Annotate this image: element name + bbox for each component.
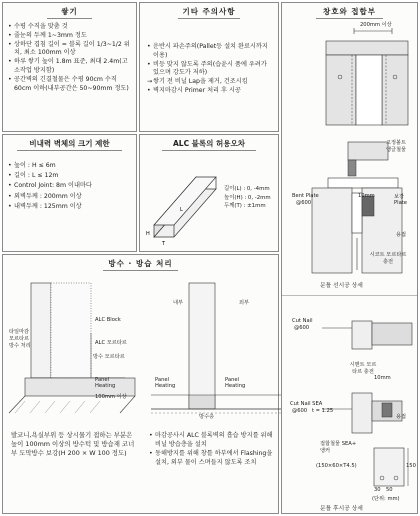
title-divider xyxy=(178,18,240,19)
panel-heating-label: Panel Heating xyxy=(225,377,246,389)
list-item: • 공간벽의 긴결철물은 수평 90cm 수직 60cm 이하(내부공간은 50~90mm 정도) xyxy=(8,76,132,94)
panel-title: 창호와 접합부 xyxy=(322,7,377,16)
list-item: • 벽지마감시 Primer 처리 후 시공 xyxy=(147,87,273,96)
tolerance-item: 길이(L) : 0, -4mm xyxy=(224,186,270,192)
list-item: • 내벽두께 : 125mm 이상 xyxy=(8,202,132,212)
height-label: 100mm 이상 xyxy=(95,394,127,400)
panel-waterproofing xyxy=(2,254,279,514)
panel-stacking xyxy=(2,2,137,132)
tile-waterproof-label: 타일마감 모르타르 방수 처리 xyxy=(9,329,31,349)
cutnail-label: Cut Nail xyxy=(292,318,313,324)
spacing-label: @600 xyxy=(296,200,312,206)
title-divider xyxy=(103,270,178,271)
size-limit-list xyxy=(8,161,132,212)
gap-label: 10mm xyxy=(358,193,375,199)
panel-title: 비내력 벽체의 크기 제한 xyxy=(29,139,110,148)
sealant-label: 시멘트 모르타르 충전 xyxy=(349,362,377,375)
dimension-label: 30 xyxy=(374,487,381,493)
panel-heating-label: Panel Heating xyxy=(95,377,116,389)
waterproof-section-drawing xyxy=(151,273,281,423)
precautions-list xyxy=(147,43,273,96)
window-opening-drawing xyxy=(282,23,417,133)
inside-label: 내부 xyxy=(173,300,184,306)
bent-plate-label: Bent Plate xyxy=(292,193,319,199)
panel-title: 기타 주의사항 xyxy=(182,7,236,16)
moisture-list xyxy=(149,431,275,467)
panel-heating-label: Panel Heating xyxy=(155,377,176,389)
panel-window-joint xyxy=(281,2,418,514)
list-item: • 줄눈의 두께 1~3mm 정도 xyxy=(8,32,132,41)
caption-post-install: 문틀 후시공 상세 xyxy=(320,506,363,512)
plate-label: 보강 Plate xyxy=(394,194,407,206)
list-item: • 높이 : H ≤ 6m xyxy=(8,161,132,171)
dimension-label: 50 xyxy=(386,487,393,493)
panel-title: ALC 블록의 허용오차 xyxy=(172,139,246,148)
title-divider xyxy=(47,18,92,19)
panel-title: 쌓기 xyxy=(61,7,78,16)
spacing-label: @600 xyxy=(294,325,310,331)
panel-wall-size-limit xyxy=(2,134,137,252)
alc-mortar-label: ALC 모르타르 xyxy=(95,340,127,346)
tolerance-list xyxy=(224,185,271,211)
waterproof-layer-label: 방수층 xyxy=(199,414,215,420)
bolt-label: 고정볼트 xyxy=(386,140,407,146)
title-divider xyxy=(316,18,383,19)
list-item: • Control Joint: 8m 이내마다 xyxy=(8,181,132,191)
unit-label: (단위: mm) xyxy=(372,496,400,502)
weld-label: 용접 xyxy=(396,414,407,420)
gap-label: 10mm xyxy=(374,375,391,381)
dim-T: T xyxy=(162,241,166,247)
mortar-fill-label: 방수 모르타르 xyxy=(93,354,125,360)
cutnail-sea-label: Cut Nail SEA xyxy=(290,401,323,407)
list-item: • 수평 수직을 맞춤 것 xyxy=(8,23,132,32)
tolerance-item: 높이(H) : 0, -2mm xyxy=(224,194,271,201)
panel-title: 방수 · 방습 처리 xyxy=(108,259,173,268)
outside-label: 외부 xyxy=(239,300,250,306)
title-divider xyxy=(162,150,256,151)
divider xyxy=(282,295,417,296)
alc-block-drawing xyxy=(144,155,224,250)
list-item: • 운반시 파손주의(Pallet등 설치 완료시까지 이용) xyxy=(147,43,273,61)
sealant-label: 시코트 모르타르 충전 xyxy=(369,252,407,265)
moisture-paragraph: 발코니,욕실부위 등 상시물기 접하는 부분은 높이 100mm 이상의 방수턱 및 방습재 코너부 도막방수 보강(H 200 × W 100 정도) xyxy=(11,431,135,457)
list-item: • 외벽두께 : 200mm 이상 xyxy=(8,192,132,202)
caption-pre-install: 문틀 선시공 상세 xyxy=(320,283,363,289)
list-item: • 비등 맞지 않도록 주의(습윤시 품에 우려가 있으며 강도가 저하) xyxy=(147,61,273,79)
list-item: • 길이 : L ≤ 12m xyxy=(8,171,132,181)
spacing-label: @600 xyxy=(292,408,308,414)
list-item: • 마감공사시 ALC 블록벽의 흡습 방지를 위해 비닐 방습층을 설치 xyxy=(149,431,275,449)
anchor-dim-label: (150×60×T4.5) xyxy=(316,463,357,469)
list-item: • 상하단 겹침 길이 = 블록 길이 1/3~1/2 위치, 최소 100mm 이상 xyxy=(8,41,132,59)
dim-H: H xyxy=(146,231,150,237)
tolerance-item: 두께(T) : ±1mm xyxy=(224,203,266,209)
frame-section-drawing xyxy=(282,138,417,288)
dimension-label: 200mm 이상 xyxy=(360,22,392,28)
panel-tolerance xyxy=(139,134,279,252)
steel-label: 앵글철물 xyxy=(386,147,407,153)
thickness-label: t = 1.25 xyxy=(312,408,334,414)
list-item: • 동해방지를 위해 창틀 하부에서 Flashing을 설치, 외부 물이 스며들지 않도록 조치 xyxy=(149,449,275,467)
alc-block-label: ALC Block xyxy=(95,317,121,323)
stacking-list xyxy=(8,23,132,93)
title-divider xyxy=(17,150,122,151)
anchor-label: 접합철물 SEA+ 앵커 xyxy=(320,441,357,454)
list-item: • 하루 쌓기 높이 1.8m 표준, 최대 2.4m(고소작업 방지함) xyxy=(8,58,132,76)
list-item: → 쌓기 전 비닐 Lap을 제거, 건조시킴 xyxy=(147,78,273,87)
dimension-label: 150 xyxy=(406,463,416,469)
dim-L: L xyxy=(180,207,183,213)
panel-precautions xyxy=(139,2,279,132)
weld-label: 용접 xyxy=(396,232,407,238)
